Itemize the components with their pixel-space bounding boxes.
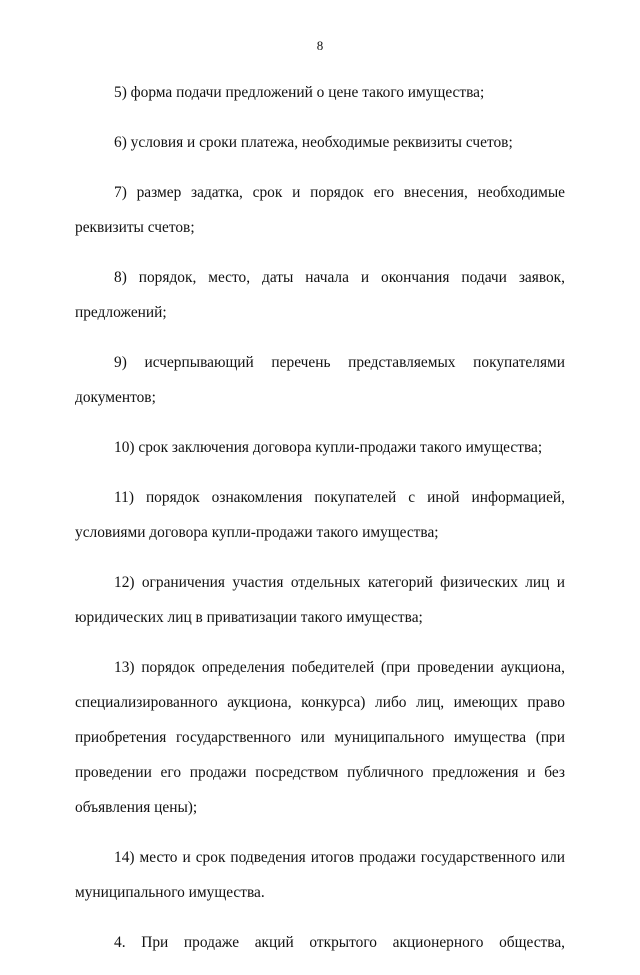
list-item: 12) ограничения участия отдельных категорий физических лиц и юридических лиц в приватизации такого имущества; (75, 574, 565, 626)
list-item: 6) условия и сроки платежа, необходимые реквизиты счетов; (114, 134, 513, 151)
list-item: 11) порядок ознакомления покупателей с иной информацией, условиями договора купли-продажи такого имущества; (75, 489, 565, 541)
list-item: 7) размер задатка, срок и порядок его внесения, необходимые реквизиты счетов; (75, 184, 565, 236)
list-item: 14) место и срок подведения итогов продажи государственного или муниципального имущества. (75, 849, 565, 901)
section-4-paragraph: 4. При продаже акций открытого акционерного общества, (114, 934, 565, 951)
list-item: 9) исчерпывающий перечень представляемых покупателями документов; (75, 354, 565, 406)
list-item: 13) порядок определения победителей (при проведении аукциона, специализированного аукциона, конкурса) либо лиц, имеющих право приобретения государственного или муниципального имущества (при проведении его продажи посредством публичного предложения и без объявления цены); (75, 659, 565, 816)
document-body (75, 75, 565, 975)
list-item: 8) порядок, место, даты начала и окончания подачи заявок, предложений; (75, 269, 565, 321)
page-number: 8 (316, 38, 324, 53)
list-item: 5) форма подачи предложений о цене такого имущества; (114, 84, 485, 101)
list-item: 10) срок заключения договора купли-продажи такого имущества; (114, 439, 543, 456)
